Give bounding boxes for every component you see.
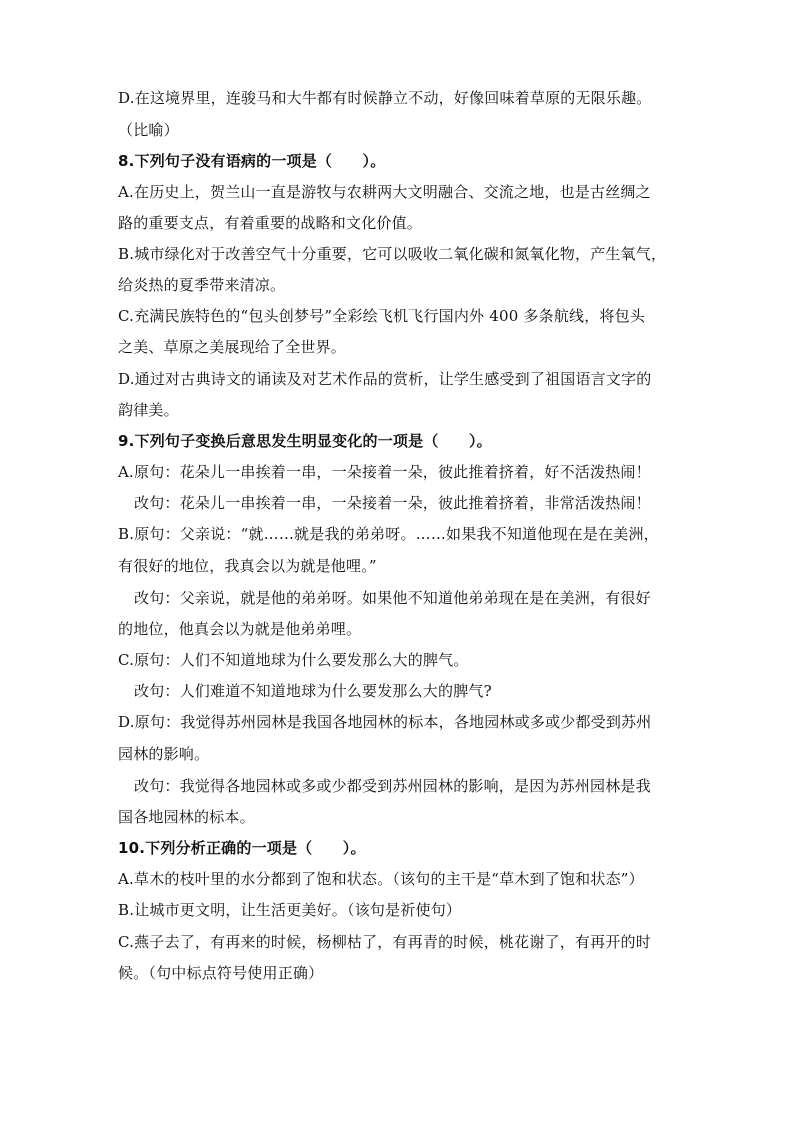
question-8-title: 8.下列句子没有语病的一项是（ ）。 [118,152,386,170]
q9-option-d-original-line1: D.原句：我觉得苏州园林是我国各地园林的标本，各地园林或多或少都受到苏州 [118,713,652,731]
q9-option-c-changed: 改句：人们难道不知道地球为什么要发那么大的脾气? [134,682,492,700]
q9-option-c-original: C.原句：人们不知道地球为什么要发那么大的脾气。 [118,651,469,669]
q7-option-d-line2: （比喻） [118,121,179,139]
question-10-title: 10.下列分析正确的一项是（ ）。 [118,839,366,857]
q7-option-d-line1: D.在这境界里，连骏马和大牛都有时候静立不动，好像回味着草原的无限乐趣。 [118,89,652,107]
q8-option-d-line1: D.通过对古典诗文的诵读及对艺术作品的赏析，让学生感受到了祖国语言文字的 [118,370,652,388]
q10-option-b: B.让城市更文明，让生活更美好。（该句是祈使句） [118,901,462,919]
q9-option-d-original-line2: 园林的影响。 [118,745,210,763]
q9-option-d-changed-line2: 国各地园林的标本。 [118,808,255,826]
q9-option-a-changed: 改句：花朵儿一串挨着一串，一朵接着一朵，彼此推着挤着，非常活泼热闹！ [134,494,651,512]
q8-option-a-line2: 路的重要支点，有着重要的战略和文化价值。 [118,214,423,232]
q8-option-a-line1: A.在历史上，贺兰山一直是游牧与农耕两大文明融合、交流之地，也是古丝绸之 [118,183,651,201]
q9-option-b-changed-line2: 的地位，他真会以为就是他弟弟哩。 [118,620,362,638]
q8-option-d-line2: 韵律美。 [118,401,179,419]
q9-option-a-original: A.原句：花朵儿一串挨着一串，一朵接着一朵，彼此推着挤着，好不活泼热闹！ [118,463,651,481]
question-9-title: 9.下列句子变换后意思发生明显变化的一项是（ ）。 [118,432,492,450]
q8-option-c-line2: 之美、草原之美展现给了全世界。 [118,338,347,356]
q8-option-b-line2: 给炎热的夏季带来清凉。 [118,276,286,294]
q9-option-b-original-line1: B.原句：父亲说：“就……就是我的弟弟呀。……如果我不知道他现在是在美洲， [118,525,659,543]
q8-option-b-line1: B.城市绿化对于改善空气十分重要，它可以吸收二氧化碳和氮氧化物，产生氧气， [118,245,667,263]
q9-option-d-changed-line1: 改句：我觉得各地园林或多或少都受到苏州园林的影响，是因为苏州园林是我 [134,777,651,795]
q10-option-c-line2: 候。（句中标点符号使用正确） [118,964,324,982]
q9-option-b-original-line2: 有很好的地位，我真会以为就是他哩。” [118,557,377,575]
q8-option-c-line1: C.充满民族特色的“包头创梦号”全彩绘飞机飞行国内外 400 多条航线，将包头 [118,307,646,325]
q9-option-b-changed-line1: 改句：父亲说，就是他的弟弟呀。如果他不知道他弟弟现在是在美洲，有很好 [134,589,651,607]
q10-option-c-line1: C.燕子去了，有再来的时候，杨柳枯了，有再青的时候，桃花谢了，有再开的时 [118,933,651,951]
q10-option-a: A.草木的枝叶里的水分都到了饱和状态。（该句的主干是“草木到了饱和状态”） [118,870,644,888]
